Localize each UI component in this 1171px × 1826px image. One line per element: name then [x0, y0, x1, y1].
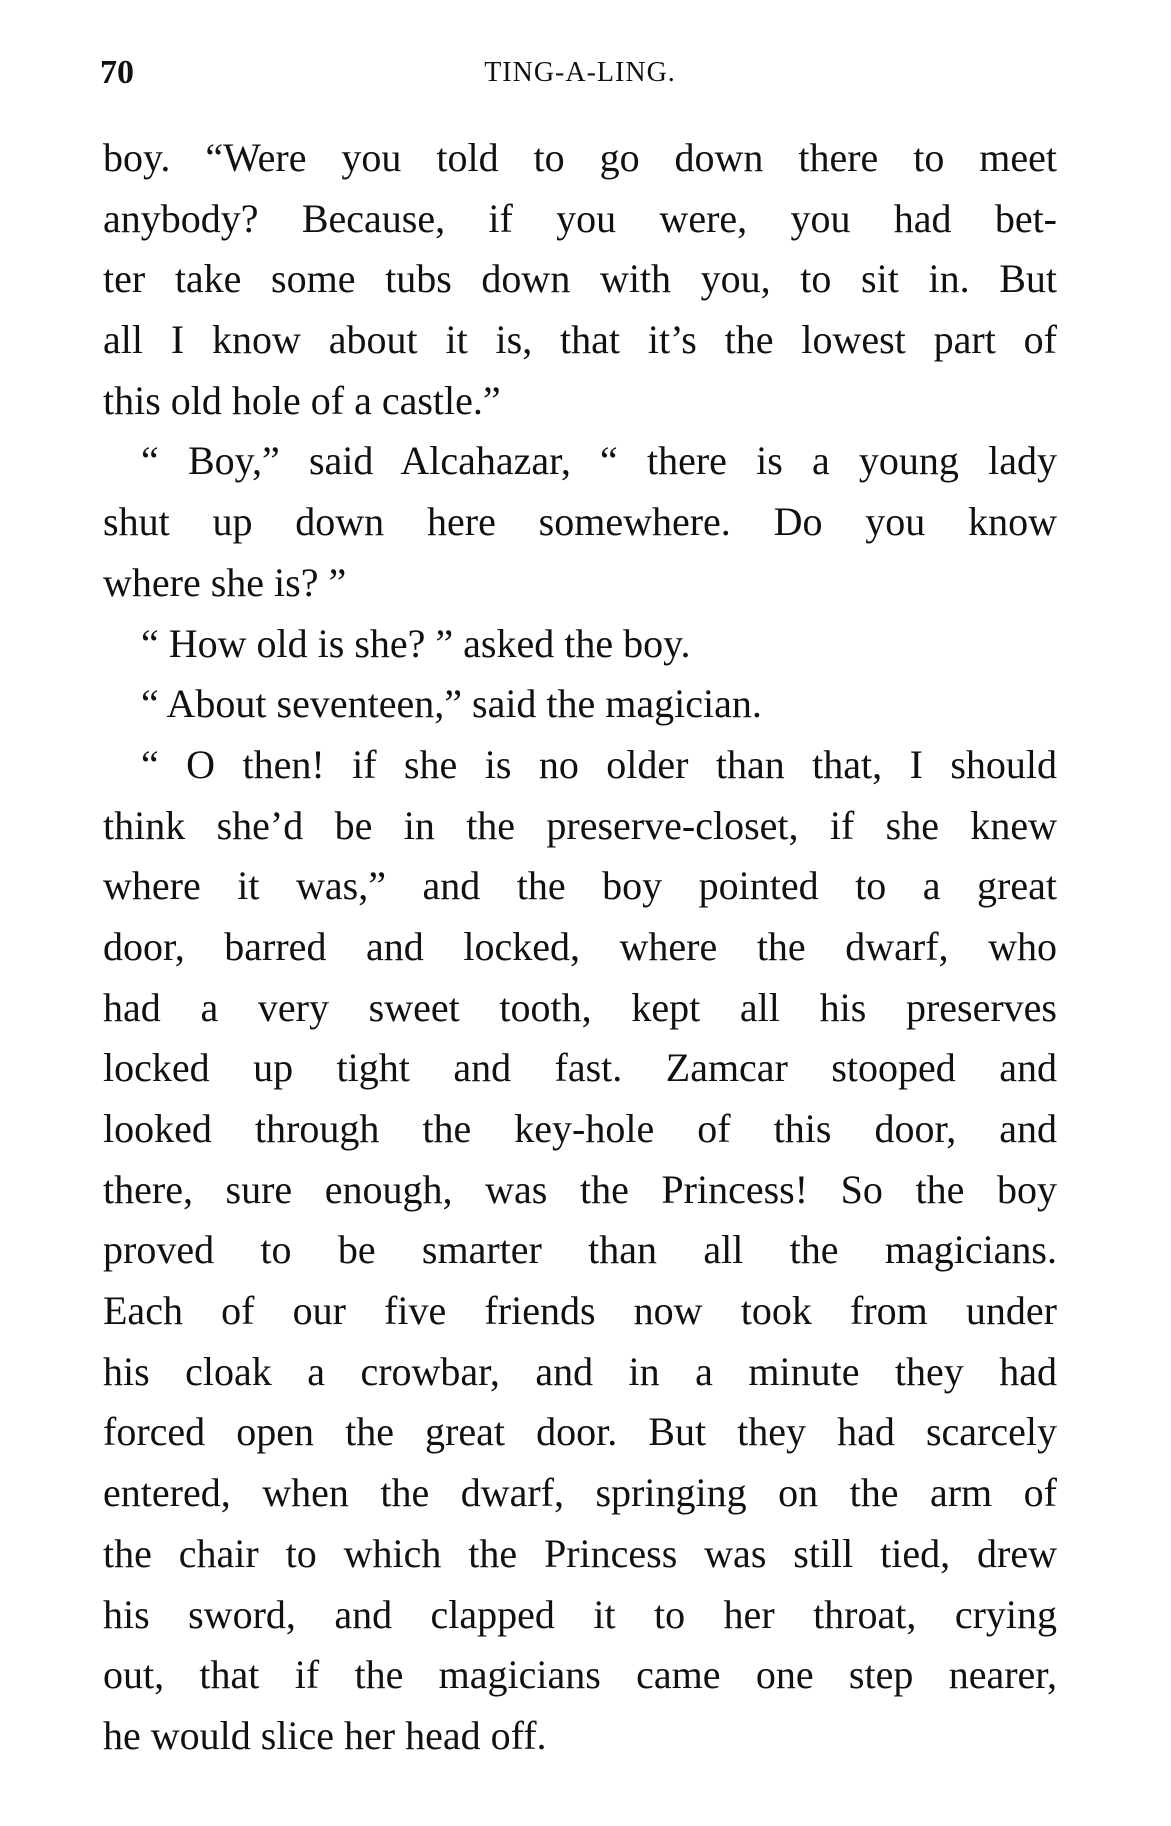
page-number: 70 [100, 54, 134, 91]
text-line: had a very sweet tooth, kept all his preserves [103, 984, 1057, 1030]
text-line: think she’d be in the preserve-closet, if she knew [103, 802, 1057, 848]
text-line: proved to be smarter than all the magicians. [103, 1227, 1057, 1273]
text-line: anybody? Because, if you were, you had bet- [103, 195, 1057, 241]
text-line: Each of our five friends now took from under [103, 1288, 1057, 1334]
text-line: all I know about it is, that it’s the lowest part of [103, 317, 1057, 363]
text-line: his cloak a crowbar, and in a minute they had [103, 1348, 1057, 1394]
text-line: entered, when the dwarf, springing on the arm of [103, 1470, 1057, 1516]
text-line: shut up down here somewhere. Do you know [103, 499, 1057, 545]
text-line: ter take some tubs down with you, to sit in. But [103, 256, 1057, 302]
text-line: door, barred and locked, where the dwarf, who [103, 923, 1057, 969]
text-line: “ How old is she? ” asked the boy. [141, 620, 691, 666]
text-line: this old hole of a castle.” [103, 377, 501, 423]
text-line: there, sure enough, was the Princess! So the boy [103, 1166, 1057, 1212]
text-line: “ About seventeen,” said the magician. [141, 681, 762, 727]
text-line: locked up tight and fast. Zamcar stooped and [103, 1045, 1057, 1091]
running-head: TING-A-LING. [484, 57, 676, 88]
text-line: “ O then! if she is no older than that, I should [141, 741, 1057, 787]
text-line: boy. “Were you told to go down there to meet [103, 135, 1057, 180]
text-line: where it was,” and the boy pointed to a great [103, 863, 1057, 909]
text-line: his sword, and clapped it to her throat, crying [103, 1591, 1057, 1637]
text-line: he would slice her head off. [103, 1712, 547, 1758]
text-line: where she is? ” [103, 559, 347, 605]
text-line: the chair to which the Princess was still tied, drew [103, 1530, 1057, 1576]
text-line: “ Boy,” said Alcahazar, “ there is a young lady [141, 438, 1057, 484]
text-line: looked through the key-hole of this door, and [103, 1106, 1057, 1151]
text-line: out, that if the magicians came one step nearer, [103, 1652, 1057, 1698]
page-header [100, 48, 1060, 98]
body-text [103, 128, 1057, 1767]
text-line: forced open the great door. But they had scarcely [103, 1409, 1057, 1455]
